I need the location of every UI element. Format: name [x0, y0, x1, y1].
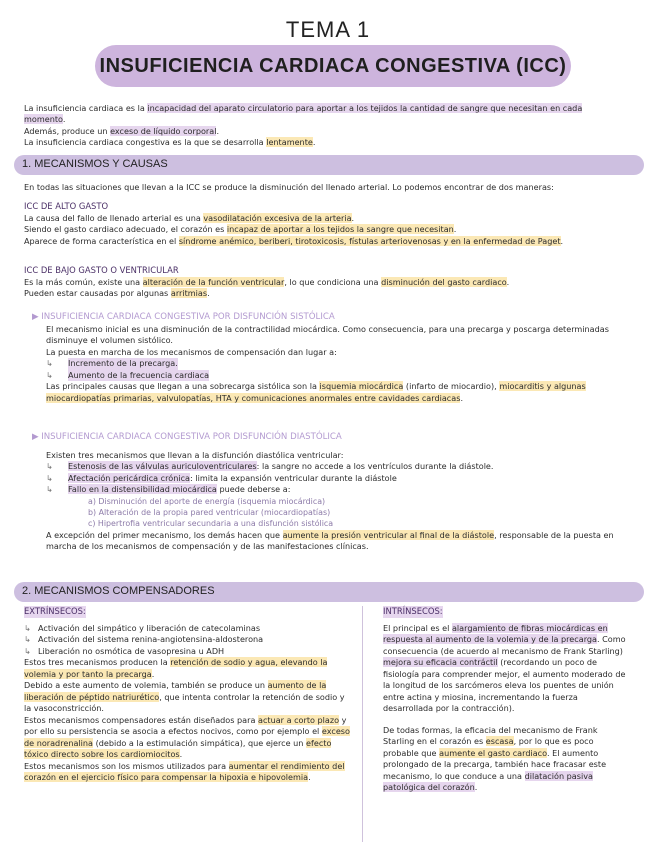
sistolica-heading: ▶ INSUFICIENCIA CARDIACA CONGESTIVA POR DISFUNCIÓN SISTÓLICA — [32, 312, 335, 322]
diastolica-p1: Existen tres mecanismos que llevan a la disfunción diastólica ventricular: — [46, 450, 344, 460]
section-2-header: 2. MECANISMOS COMPENSADORES — [14, 582, 644, 602]
sistolica-p1: El mecanismo inicial es una disminución de la contractilidad miocárdica. Como consecuencia, para una precarga y poscarga determinadas disminuye el volumen sistólico. — [46, 324, 609, 346]
extrinsecos-p1: Estos tres mecanismos producen la retención de sodio y agua, elevando la volemia y por tanto la precarga. — [24, 657, 328, 679]
sub-item: c) Hipertrofia ventricular secundaria a una disfunción sistólica — [88, 519, 334, 529]
list-item: ↳ Activación del sistema renina-angiotensina-aldosterona — [24, 634, 264, 645]
extrinsecos-block — [24, 606, 352, 784]
bajo-gasto-block — [24, 265, 624, 300]
corner-arrow-icon: ↳ — [46, 484, 53, 495]
intrinsecos-heading: INTRÍNSECOS: — [383, 606, 443, 616]
alto-gasto-line-3: Aparece de forma característica en el síndrome anémico, beriberi, tirotoxicosis, fístulas arteriovenosas y en la enfermedad de Paget. — [24, 235, 564, 246]
sistolica-p2: La puesta en marcha de los mecanismos de compensación dan lugar a: — [46, 346, 337, 357]
bajo-gasto-line-1: Es la más común, existe una alteración de la función ventricular, lo que condiciona una disminución del gasto cardiaco. — [24, 276, 510, 287]
alto-gasto-line-2: Siendo el gasto cardiaco adecuado, el corazón es incapaz de aportar a los tejidos la sangre que necesitan. — [24, 224, 457, 235]
extrinsecos-p3: Estos mecanismos compensadores están diseñados para actuar a corto plazo y por ello su persistencia se asocia a efectos nocivos, como por ejemplo el exceso de noradrenalina (debido a la estimulación simpática), que ejerce un efecto tóxico directo sobre los cardiomiocitos. — [24, 714, 350, 760]
topic-banner: INSUFICIENCIA CARDIACA CONGESTIVA (ICC) — [95, 45, 571, 87]
corner-arrow-icon: ↳ — [46, 358, 53, 369]
diastolica-block — [46, 450, 630, 553]
corner-arrow-icon: ↳ — [24, 622, 31, 633]
intro-line-1: La insuficiencia cardiaca es la incapacidad del aparato circulatorio para aportar a los tejidos la cantidad de sangre que necesitan en cada momento. — [24, 103, 583, 125]
triangle-icon: ▶ — [32, 432, 39, 442]
intrinsecos-p2: De todas formas, la eficacia del mecanismo de Frank Starling en el corazón es escasa, por lo que es poco probable que aumente el gasto cardiaco. El aumento prolongado de la precarga, también hace fracasar este mecanismo, lo que conduce a una dilatación pasiva patológica del corazón. — [383, 724, 607, 793]
list-item: ↳ Afectación pericárdica crónica: limita la expansión ventricular durante la diástole — [46, 472, 397, 483]
extrinsecos-p2: Debido a este aumento de volemia, también se produce un aumento de la liberación de péptido natriurético, que intenta controlar la retención de sodio y la vasoconstricción. — [24, 680, 345, 714]
intro-text — [24, 103, 624, 149]
corner-arrow-icon: ↳ — [46, 472, 53, 483]
section-1-header: 1. MECANISMOS Y CAUSAS — [14, 155, 644, 175]
section-1-intro: En todas las situaciones que llevan a la ICC se produce la disminución del llenado arterial. Lo podemos encontrar de dos maneras: — [24, 182, 554, 192]
list-item: ↳ Liberación no osmótica de vasopresina u ADH — [24, 645, 225, 656]
alto-gasto-heading: ICC DE ALTO GASTO — [24, 201, 109, 211]
intrinsecos-block — [383, 606, 629, 794]
sistolica-block — [46, 324, 630, 404]
list-item: ↳ Activación del simpático y liberación de catecolaminas — [24, 622, 261, 633]
intrinsecos-p1: El principal es el alargamiento de fibras miocárdicas en respuesta al aumento de la volemia y de la precarga. Como consecuencia (de acuerdo al mecanismo de Frank Starling) mejora su eficacia contráctil (recordando un poco de fisiología para comprender mejor, el aumento moderado de la longitud de los sarcómeros eleva los puentes de unión entre actina y miosina, incrementando la fuerza desarrollada por la contracción). — [383, 622, 626, 714]
extrinsecos-heading: EXTRÍNSECOS: — [24, 606, 86, 616]
corner-arrow-icon: ↳ — [24, 645, 31, 656]
column-divider — [362, 606, 363, 842]
intro-line-3: La insuficiencia cardiaca congestiva es la que se desarrolla lentamente. — [24, 137, 316, 148]
bajo-gasto-heading: ICC DE BAJO GASTO O VENTRICULAR — [24, 265, 179, 275]
alto-gasto-line-1: La causa del fallo de llenado arterial es una vasodilatación excesiva de la arteria. — [24, 212, 355, 223]
sub-list — [46, 496, 630, 530]
sistolica-p3: Las principales causas que llegan a una sobrecarga sistólica son la isquemia miocárdica (infarto de miocardio), miocarditis y algunas miocardiopatías primarias, valvulopatías, HTA y comunicaciones anormales entre cavidades cardiacas. — [46, 381, 586, 403]
list-item: ↳ Fallo en la distensibilidad miocárdica puede deberse a: — [46, 484, 291, 495]
corner-arrow-icon: ↳ — [46, 461, 53, 472]
diastolica-p2: A excepción del primer mecanismo, los demás hacen que aumente la presión ventricular al final de la diástole, responsable de la puesta en marcha de los mecanismos de compensación y de las manifestaciones clínicas. — [46, 529, 614, 552]
list-item: ↳ Incremento de la precarga. — [46, 358, 178, 369]
diastolica-heading: ▶ INSUFICIENCIA CARDIACA CONGESTIVA POR DISFUNCIÓN DIASTÓLICA — [32, 432, 342, 442]
bajo-gasto-line-2: Pueden estar causadas por algunas arritmias. — [24, 288, 210, 299]
list-item: ↳ Estenosis de las válvulas auriculoventriculares: la sangre no accede a los ventrículos durante la diástole. — [46, 461, 494, 472]
alto-gasto-block — [24, 201, 624, 247]
corner-arrow-icon: ↳ — [24, 634, 31, 645]
triangle-icon: ▶ — [32, 312, 39, 322]
list-item: ↳ Aumento de la frecuencia cardiaca — [46, 369, 210, 380]
intro-line-2: Además, produce un exceso de líquido corporal. — [24, 125, 220, 136]
sub-item: a) Disminución del aporte de energía (isquemia miocárdica) — [88, 496, 326, 506]
page-title: TEMA 1 — [285, 17, 371, 42]
sub-item: b) Alteración de la propia pared ventricular (miocardiopatías) — [88, 508, 331, 518]
extrinsecos-p4: Estos mecanismos son los mismos utilizados para aumentar el rendimiento del corazón en el ejercicio físico para compensar la hipoxia e hipovolemia. — [24, 760, 345, 783]
corner-arrow-icon: ↳ — [46, 369, 53, 380]
